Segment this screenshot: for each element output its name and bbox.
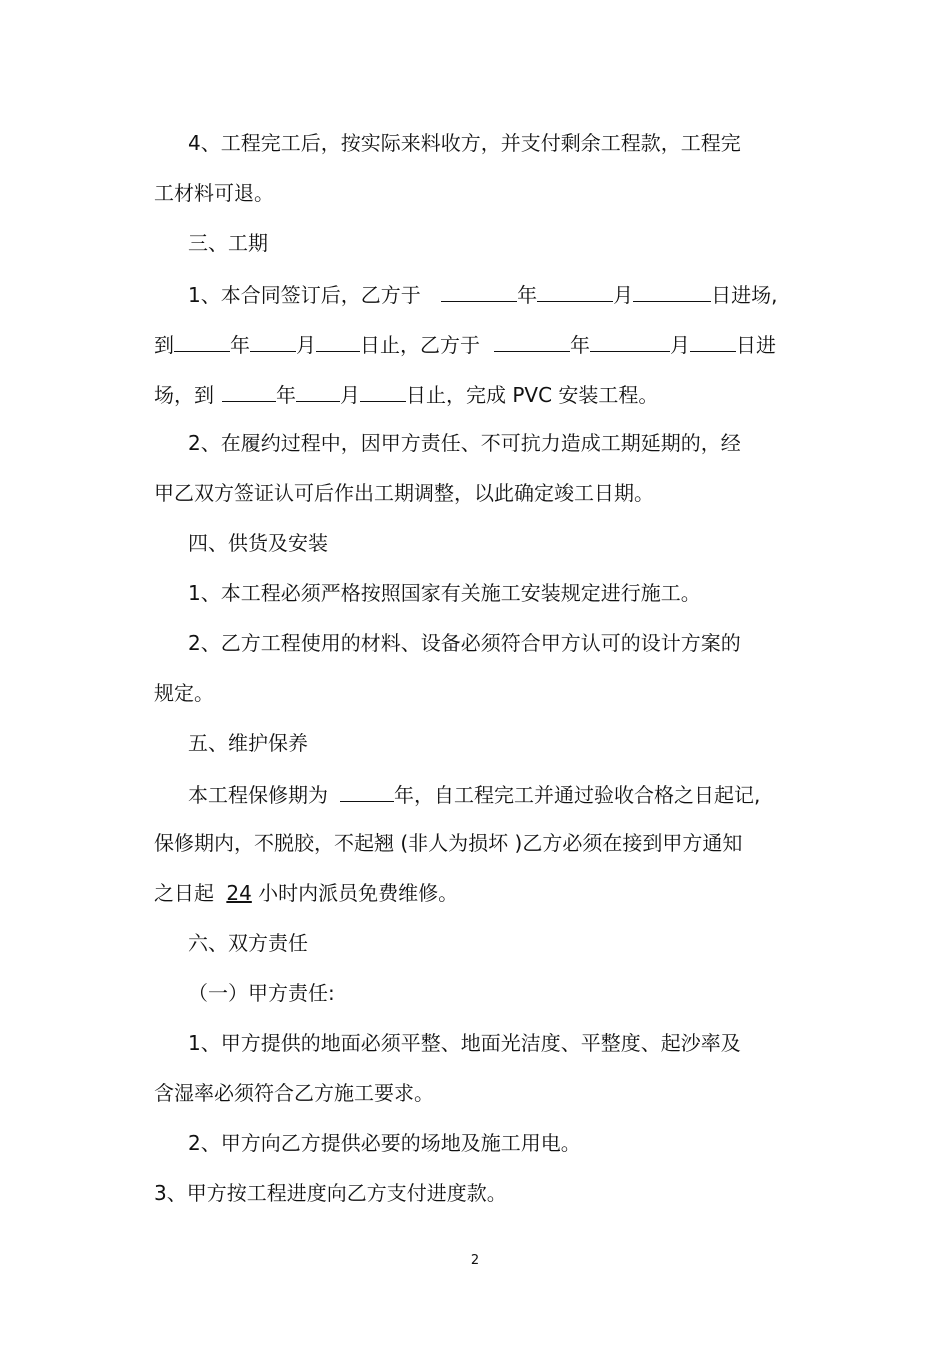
schedule-suffix: 日进场, bbox=[711, 283, 778, 307]
para-line: 3、甲方按工程进度向乙方支付进度款。 bbox=[154, 1181, 507, 1205]
warranty-l3-suffix: 小时内派员免费维修。 bbox=[258, 881, 459, 905]
page-number: 2 bbox=[470, 1253, 480, 1268]
schedule-line-2 bbox=[154, 331, 776, 357]
subsection-heading: （一）甲方责任: bbox=[188, 981, 335, 1005]
warranty-prefix: 本工程保修期为 bbox=[188, 783, 328, 807]
year-label: 年 bbox=[517, 283, 538, 307]
para-line: 2、在履约过程中，因甲方责任、不可抗力造成工期延期的，经 bbox=[188, 431, 741, 455]
warranty-mid: 年，自工程完工并通过验收合格之日起记, bbox=[394, 783, 761, 807]
stop-label: 日止，乙方于 bbox=[360, 333, 480, 357]
month-label: 月 bbox=[296, 333, 316, 357]
blank-field bbox=[690, 331, 736, 352]
year-label: 年 bbox=[570, 333, 590, 357]
para-line: 4、工程完工后，按实际来料收方，并支付剩余工程款，工程完 bbox=[188, 131, 741, 155]
para-line: 1、本工程必须严格按照国家有关施工安装规定进行施工。 bbox=[188, 581, 701, 605]
blank-field bbox=[633, 281, 711, 302]
blank-field bbox=[250, 331, 296, 352]
schedule-line-1 bbox=[188, 281, 777, 307]
para-line: 1、甲方提供的地面必须平整、地面光洁度、平整度、起沙率及 bbox=[188, 1031, 741, 1055]
schedule-line-3 bbox=[154, 381, 658, 407]
warranty-line-3 bbox=[154, 881, 458, 905]
warranty-line-1 bbox=[188, 781, 760, 807]
schedule-start: 场，到 bbox=[154, 383, 214, 407]
blank-field bbox=[360, 381, 406, 402]
month-label: 月 bbox=[670, 333, 690, 357]
para-line: 含湿率必须符合乙方施工要求。 bbox=[154, 1081, 434, 1105]
month-label: 月 bbox=[613, 283, 634, 307]
blank-field bbox=[494, 331, 570, 352]
blank-field bbox=[174, 331, 230, 352]
section-heading: 三、工期 bbox=[188, 231, 268, 255]
year-label: 年 bbox=[276, 383, 296, 407]
section-heading: 六、双方责任 bbox=[188, 931, 308, 955]
blank-field bbox=[316, 331, 360, 352]
schedule-prefix: 1、本合同签订后，乙方于 bbox=[188, 283, 421, 307]
to-label: 到 bbox=[154, 333, 174, 357]
schedule-suffix: 日进 bbox=[736, 333, 776, 357]
month-label: 月 bbox=[340, 383, 360, 407]
para-line: 2、乙方工程使用的材料、设备必须符合甲方认可的设计方案的 bbox=[188, 631, 741, 655]
blank-field bbox=[590, 331, 670, 352]
blank-field bbox=[296, 381, 340, 402]
blank-field bbox=[537, 281, 613, 302]
blank-field bbox=[222, 381, 276, 402]
para-line: 2、甲方向乙方提供必要的场地及施工用电。 bbox=[188, 1131, 581, 1155]
schedule-suffix: 日止，完成 PVC 安装工程。 bbox=[406, 383, 659, 407]
para-line: 工材料可退。 bbox=[154, 181, 274, 205]
blank-field bbox=[340, 781, 394, 802]
para-line: 保修期内，不脱胶，不起翘 (非人为损坏 )乙方必须在接到甲方通知 bbox=[154, 831, 743, 855]
section-heading: 五、维护保养 bbox=[188, 731, 308, 755]
para-line: 甲乙双方签证认可后作出工期调整，以此确定竣工日期。 bbox=[154, 481, 654, 505]
section-heading: 四、供货及安装 bbox=[188, 531, 328, 555]
year-label: 年 bbox=[230, 333, 250, 357]
para-line: 规定。 bbox=[154, 681, 214, 705]
blank-field bbox=[441, 281, 517, 302]
warranty-l3-prefix: 之日起 bbox=[154, 881, 214, 905]
hours-value: 24 bbox=[226, 881, 252, 905]
